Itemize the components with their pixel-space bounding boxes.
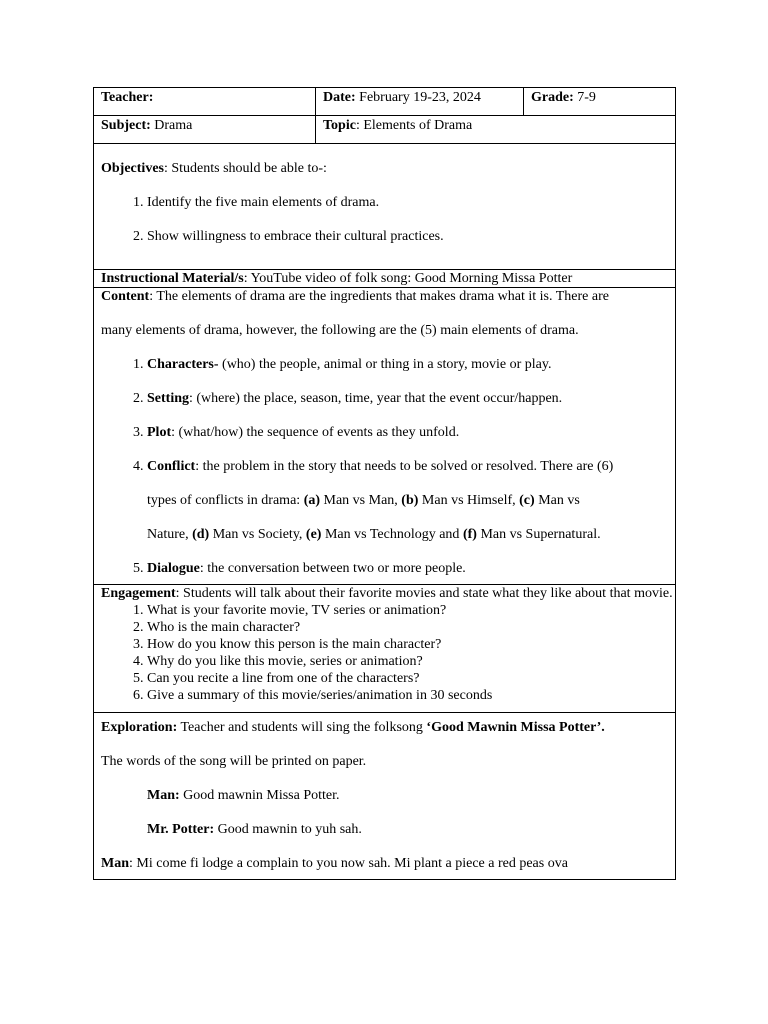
header-row-2 [94,116,676,144]
lesson-plan-table [93,87,676,880]
element-text: : the problem in the story that needs to be solved or resolved. There are (6) [195,459,614,474]
material-label: Instructional Material/s [101,271,244,286]
date-label: Date: [323,90,356,105]
objectives-list [101,194,675,245]
song-title: ‘Good Mawnin Missa Potter’. [426,720,605,735]
objective-item: 2. Show willingness to embrace their cultural practices. [147,228,675,245]
element-text: (who) the people, animal or thing in a story, movie or play. [218,357,552,372]
grade-cell [524,88,676,116]
material-text: : YouTube video of folk song: Good Morning Missa Potter [243,271,573,286]
song-speaker: Man [101,856,129,871]
engagement-cell [94,585,676,713]
engagement-row [94,585,676,713]
conflict-types-line-1 [147,492,675,509]
element-term: Setting [147,391,189,406]
topic-cell [316,116,676,144]
element-text: : the conversation between two or more people. [199,561,466,576]
element-item-plot [147,424,675,441]
conflict-marker: (f) [462,527,477,542]
conflict-type: Man vs Man, [320,493,402,508]
conflict-type: Man vs Himself, [418,493,520,508]
element-term: Conflict [147,459,196,474]
objectives-row [94,144,676,270]
conflict-marker: (c) [519,493,535,508]
conflict-intro: types of conflicts in drama: [147,493,304,508]
subject-label: Subject: [101,118,151,133]
subject-value: Drama [154,118,193,133]
teacher-label: Teacher: [101,90,154,105]
element-item-characters [147,356,675,373]
element-item-dialogue [147,560,675,577]
content-line-2: many elements of drama, however, the following are the (5) main elements of drama. [101,323,579,338]
exploration-intro-text: Teacher and students will sing the folksong [177,720,427,735]
objectives-label: Objectives [101,161,164,176]
exploration-row [94,713,676,880]
content-line-1-text: : The elements of drama are the ingredients that makes drama what it is. There are [149,289,609,304]
material-row [94,270,676,288]
content-row [94,288,676,585]
song-speaker: Man: [147,788,180,803]
conflict-type: Man vs [534,493,580,508]
exploration-printed-note: The words of the song will be printed on paper. [101,754,367,769]
conflict-marker: (a) [303,493,321,508]
element-item-setting [147,390,675,407]
topic-value: : Elements of Drama [355,118,473,133]
song-line [101,855,675,872]
grade-value: 7-9 [577,90,596,105]
header-row-1 [94,88,676,116]
engagement-question: 2. Who is the main character? [147,619,675,636]
elements-list [101,356,675,577]
topic-label: Topic [323,118,356,133]
lesson-plan [93,87,675,880]
objective-item: 1. Identify the five main elements of drama. [147,194,675,211]
conflict-type: Man vs Society, [209,527,306,542]
engagement-question: 1. What is your favorite movie, TV series or animation? [147,602,675,619]
element-term: Plot [147,425,172,440]
conflict-marker: (d) [192,527,210,542]
subject-cell [94,116,316,144]
engagement-label: Engagement [101,586,176,601]
engagement-question: 5. Can you recite a line from one of the characters? [147,670,675,687]
objectives-intro-text: : Students should be able to-: [163,161,327,176]
conflict-type: Man vs Technology and [321,527,463,542]
teacher-cell [94,88,316,116]
content-label: Content [101,289,150,304]
element-item-conflict [147,458,675,543]
content-cell [94,288,676,585]
element-text: : (what/how) the sequence of events as they unfold. [171,425,460,440]
element-term: Dialogue [147,561,200,576]
exploration-cell [94,713,676,880]
element-term: Characters- [147,357,219,372]
engagement-intro [101,585,675,602]
engagement-list [101,602,675,704]
conflict-type: Man vs Supernatural. [476,527,601,542]
grade-label: Grade: [531,90,574,105]
engagement-question: 3. How do you know this person is the main character? [147,636,675,653]
material-cell [94,270,676,288]
song-line [101,821,675,838]
engagement-intro-text: : Students will talk about their favorite movies and state what they like about that movie. [175,586,673,601]
exploration-label: Exploration: [101,720,178,735]
song-text: Good mawnin Missa Potter. [179,788,340,803]
conflict-marker: (e) [305,527,322,542]
song-text: Good mawnin to yuh sah. [214,822,362,837]
conflict-marker: (b) [401,493,419,508]
element-text: : (where) the place, season, time, year that the event occur/happen. [189,391,563,406]
song-line [101,787,675,804]
song-speaker: Mr. Potter: [147,822,215,837]
content-line-1 [101,288,675,305]
objectives-cell [94,144,676,270]
date-value: February 19-23, 2024 [359,90,481,105]
engagement-question: 6. Give a summary of this movie/series/animation in 30 seconds [147,687,675,704]
engagement-question: 4. Why do you like this movie, series or animation? [147,653,675,670]
exploration-intro [101,719,675,736]
objectives-intro [101,160,675,177]
conflict-types-line-2 [147,526,675,543]
date-cell [316,88,524,116]
song-text: : Mi come fi lodge a complain to you now sah. Mi plant a piece a red peas ova [129,856,568,871]
conflict-type: Nature, [147,527,193,542]
